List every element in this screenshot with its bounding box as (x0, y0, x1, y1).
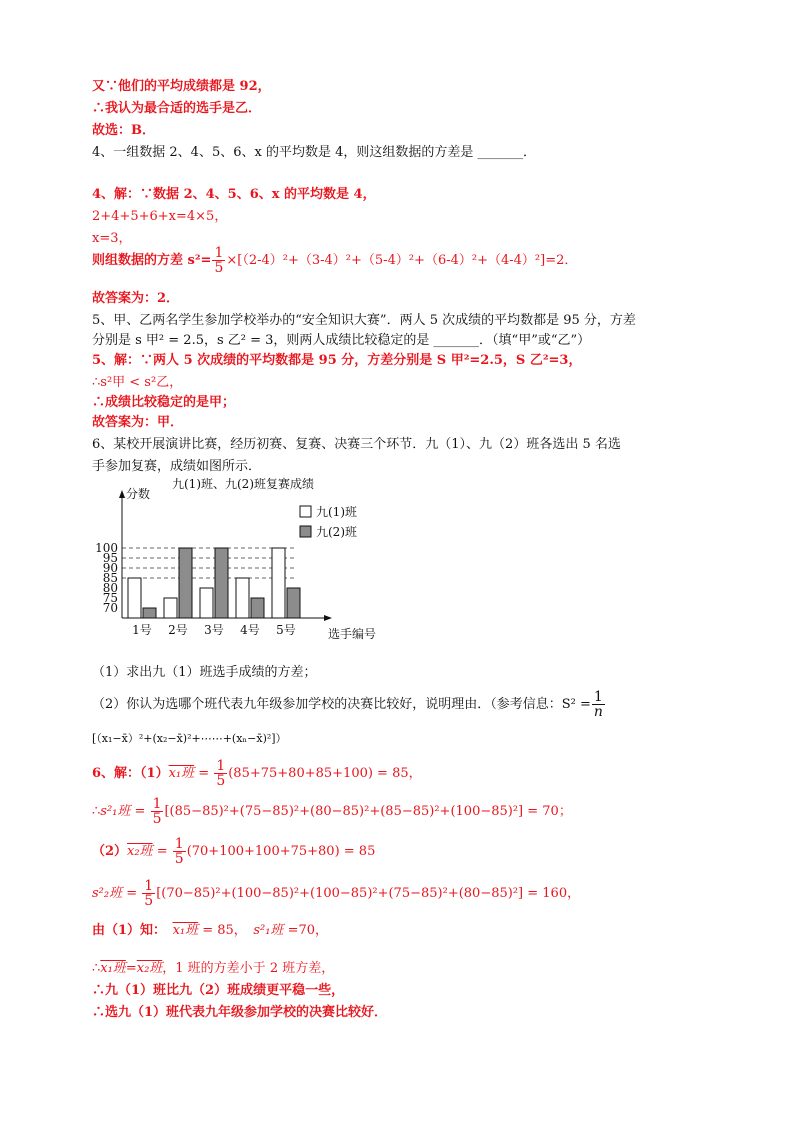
legend-swatch-2 (300, 526, 311, 537)
q6-sol1-expr: (85+75+80+85+100) = 85， (228, 766, 422, 781)
q6-ref-fraction (592, 690, 605, 719)
q6-sol6-prefix: ∴ (92, 961, 101, 976)
x-tick-label-5: 5号 (276, 623, 296, 637)
score-bar-chart (92, 476, 392, 646)
q6-sol2-prefix: ∴ (92, 804, 101, 819)
q6-part-2-text: （2）你认为选哪个班代表九年级参加学校的决赛比较好，说明理由．（参考信息：S² = (92, 697, 591, 712)
x-tick-label-3: 3号 (204, 623, 224, 637)
q6-variance-1: s²₁班 (100, 804, 131, 819)
q6-sol5-end: =70， (283, 923, 329, 938)
y-tick-label-80: 80 (102, 581, 118, 595)
bar-series2-1号 (143, 608, 156, 618)
bar-series1-2号 (164, 598, 177, 618)
bar-series2-5号 (287, 588, 300, 618)
q6-sol2-frac-num: 1 (152, 796, 162, 812)
q6-sol2-fraction (151, 797, 164, 826)
q4-solution-line-2: 2+4+5+6+x=4×5， (92, 209, 228, 224)
chart-tick-labels (95, 541, 296, 637)
q6-sol1-prefix: 6、解：（1） (92, 766, 169, 781)
q6-sol1-fraction (214, 759, 227, 788)
x-axis-arrow (324, 615, 332, 621)
x-tick-label-1: 1号 (132, 623, 152, 637)
prev-solution-answer: 故选：B． (92, 123, 155, 138)
chart-xlabel: 选手编号 (328, 627, 377, 641)
q5-solution-line-1: 5、解：∵两人 5 次成绩的平均数都是 95 分，方差分别是 S 甲²=2.5，S 乙²=3， (92, 353, 582, 368)
q6-sol3-frac-num: 1 (174, 836, 184, 852)
q6-sol1-frac-den: 5 (216, 773, 226, 789)
q6-sol6-rest: ，1 班的方差小于 2 班方差， (162, 961, 335, 976)
q5-question-line-2: 分别是 s 甲² = 2.5，s 乙² = 3，则两人成绩比较稳定的是 _______．（填“甲”或“乙”） (92, 333, 591, 348)
bar-series1-3号 (200, 588, 213, 618)
y-tick-label-100: 100 (95, 541, 118, 555)
q6-sol6-mean-1: x₁班 (100, 961, 126, 976)
q4-variance-prefix: 则组数据的方差 s²= (92, 253, 212, 268)
q5-solution-line-2: ∴s²甲 < s²乙， (92, 375, 183, 390)
q6-part-1: （1）求出九（1）班选手成绩的方差； (92, 665, 317, 680)
bar-series1-1号 (128, 578, 141, 618)
y-tick-label-70: 70 (102, 601, 118, 615)
q6-mean-1: x₁班 (168, 766, 195, 781)
q6-sol4-frac-den: 5 (144, 893, 154, 909)
chart-title: 九(1)班、九(2)班复赛成绩 (172, 477, 314, 491)
y-tick-label-75: 75 (102, 591, 118, 605)
q6-part-2 (92, 688, 606, 722)
q6-sol3-prefix: （2） (92, 844, 128, 859)
q6-sol4-fraction (142, 879, 155, 908)
chart-legend (300, 504, 357, 539)
legend-swatch-1 (300, 506, 311, 517)
q6-question-line-2: 手参加复赛，成绩如图所示． (92, 459, 262, 474)
q6-sol5-prefix: 由（1）知： (92, 923, 160, 938)
q6-sol2-frac-den: 5 (152, 811, 162, 827)
q6-ref-fraction-den: n (593, 704, 603, 720)
q6-solution-line-6 (92, 960, 334, 978)
q4-solution-line-1: 4、解：∵数据 2、4、5、6、x 的平均数是 4， (92, 187, 376, 202)
bar-series1-4号 (236, 578, 249, 618)
q6-sol3-fraction (173, 837, 186, 866)
q5-question-line-1: 5、甲、乙两名学生参加学校举办的“安全知识大赛”．两人 5 次成绩的平均数都是 95 分，方差 (92, 313, 636, 328)
x-tick-label-2: 2号 (168, 623, 188, 637)
q6-question-line-1: 6、某校开展演讲比赛，经历初赛、复赛、决赛三个环节．九（1）、九（2）班各选出 5 名选 (92, 437, 621, 452)
q6-sol5-mean: x₁班 (172, 923, 199, 938)
chart-bars (128, 548, 300, 618)
q6-solution-line-7: ∴九（1）班比九（2）班成绩更平稳一些， (92, 983, 345, 998)
q6-sol3-expr: (70+100+100+75+80) = 85 (186, 844, 376, 859)
bar-series1-5号 (272, 548, 285, 618)
q6-ref-fraction-num: 1 (593, 689, 603, 705)
y-tick-label-85: 85 (102, 571, 118, 585)
q6-sol6-mean-2: x₂班 (136, 961, 163, 976)
y-tick-label-90: 90 (102, 561, 118, 575)
q4-variance-expr: ×[（2-4）²+（3-4）²+（5-4）²+（6-4）²+（4-4）²]=2． (226, 253, 578, 268)
bar-series2-3号 (215, 548, 228, 618)
q6-sol4-expr: [(70−85)²+(100−85)²+(100−85)²+(75−85)²+(80−85)²] = 160， (156, 886, 581, 901)
q6-sol5-var: s²₁班 (253, 923, 284, 938)
q4-solution-variance (92, 246, 577, 276)
bar-series2-2号 (179, 548, 192, 618)
q6-sol3-frac-den: 5 (174, 851, 184, 867)
bar-series2-4号 (251, 598, 264, 618)
legend-label-2: 九(2)班 (316, 525, 357, 539)
x-tick-label-4: 4号 (240, 623, 260, 637)
q6-sol1-frac-num: 1 (216, 758, 226, 774)
legend-label-1: 九(1)班 (316, 505, 357, 519)
q4-question: 4、一组数据 2、4、5、6、x 的平均数是 4，则这组数据的方差是 _______． (92, 145, 536, 160)
q6-sol4-frac-num: 1 (144, 878, 154, 894)
q5-answer: 故答案为：甲． (92, 415, 184, 430)
q4-fraction-num: 1 (214, 245, 224, 261)
chart-ylabel: 分数 (126, 487, 151, 501)
q6-sol5-mid: = 85， (198, 923, 241, 938)
q6-formula: [（x₁−x̄）²+(x₂−x̄)²+⋯⋯+(xₙ−x̄)²]） (92, 732, 287, 745)
q4-answer: 故答案为：2． (92, 291, 180, 306)
q4-fraction-den: 5 (214, 260, 224, 276)
q4-fraction (212, 246, 225, 275)
y-axis-arrow (119, 490, 125, 498)
q6-solution-line-5 (92, 918, 328, 944)
q6-solution-line-4: s²₂班 = $\frac{1}{5}$ [(70−85)²+(100−85)²+(100−85)²+(75−85)²+(80−85)²] = 160， (92, 878, 581, 909)
q4-solution-line-3: x=3， (92, 231, 132, 246)
y-tick-label-95: 95 (102, 551, 118, 565)
q6-sol2-expr: [(85−85)²+(75−85)²+(80−85)²+(85−85)²+(100−85)²] = 70； (164, 804, 572, 819)
prev-solution-line-1: 又∵他们的平均成绩都是 92， (92, 79, 271, 94)
q6-variance-2: s²₂班 (92, 886, 123, 901)
q6-solution-line-3: （2）x₂班 = $\frac{1}{5}$ (70+100+100+75+80) = 85 (92, 836, 376, 867)
chart-gridlines (122, 548, 294, 578)
q6-mean-2: x₂班 (127, 844, 153, 859)
q6-solution-line-8: ∴选九（1）班代表九年级参加学校的决赛比较好． (92, 1005, 388, 1020)
q6-solution-line-2: ∴s²₁班 = $\frac{1}{5}$ [(85−85)²+(75−85)²+(80−85)²+(85−85)²+(100−85)²] = 70； (92, 796, 572, 827)
prev-solution-line-2: ∴我认为最合适的选手是乙． (92, 101, 262, 116)
q5-solution-line-3: ∴成绩比较稳定的是甲； (92, 395, 236, 410)
q6-sol6-eq: = (125, 961, 137, 976)
q6-solution-line-1: 6、解：（1）x₁班 = $\frac{1}{5}$ (85+75+80+85+100) = 85， (92, 758, 422, 789)
